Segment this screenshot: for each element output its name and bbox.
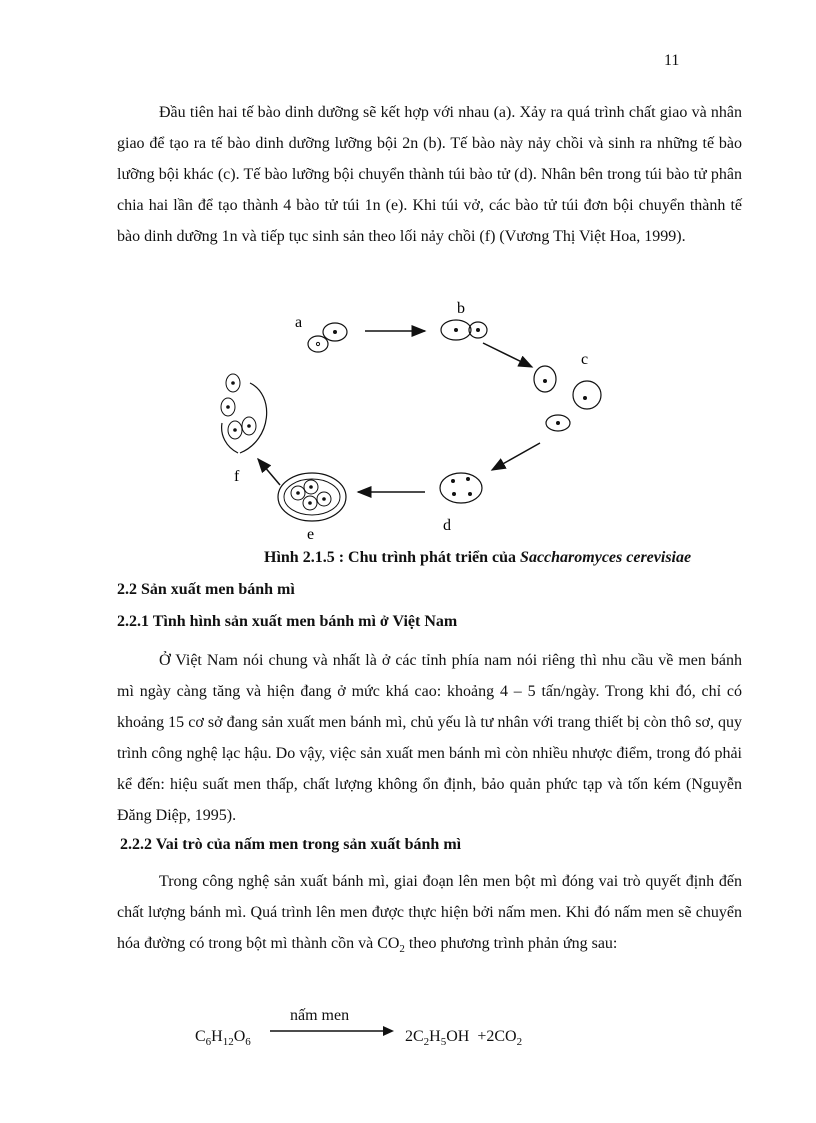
stage-e-ascus-with-spores	[278, 473, 346, 521]
caption-prefix: Hình 2.1.5 : Chu trình phát triển của	[264, 549, 521, 566]
page-number: 11	[664, 52, 680, 69]
arrow-e-to-f	[258, 459, 280, 485]
paragraph-2-2-2-tail: theo phương trình phản ứng sau:	[404, 935, 618, 952]
reactant-formula: $C_6H_{12}O_6$	[195, 1028, 251, 1049]
catalyst-label: nấm men	[290, 1007, 350, 1024]
label-b: b	[457, 300, 465, 317]
label-d: d	[443, 517, 451, 534]
caption-species: Saccharomyces cerevisiae	[520, 549, 692, 566]
stage-c-cells	[534, 366, 601, 431]
product-formula: $2C_2H_5OH +2CO_2$	[405, 1028, 523, 1049]
paragraph-2-2-1-text: Ở Việt Nam nói chung và nhất là ở các tỉnh phía nam nói riêng thì nhu cầu về men bánh mì ngày càng tăng và hiện đang ở mức khá cao: khoảng 4 – 5 tấn/ngày. Trong khi đó, chỉ có khoảng 15 cơ sở đang sản xuất men bánh mì, chủ yếu là tư nhân với trang thiết bị còn thô sơ, quy trình công nghệ lạc hậu. Do vậy, việc sản xuất men bánh mì còn nhiều nhược điểm, trong đó phải kể đến: hiệu suất men thấp, chất lượng không ổn định, bảo quản phức tạp và tốn kém (Nguyễn Đăng Diệp, 1995).	[117, 652, 742, 824]
label-a: a	[295, 314, 303, 331]
paragraph-2-2-2-text: Trong công nghệ sản xuất bánh mì, giai đoạn lên men bột mì đóng vai trò quyết định đến chất lượng bánh mì. Quá trình lên men được thực hiện bởi nấm men. Khi đó nấm men sẽ chuyển hóa đường có trong bột mì thành cồn và CO	[117, 873, 742, 952]
stage-b-cell	[441, 320, 487, 340]
arrow-c-to-d	[492, 443, 540, 470]
section-heading-2-2: 2.2 Sản xuất men bánh mì	[117, 581, 295, 598]
paragraph-2-2-1	[117, 645, 742, 831]
section-heading-2-2-2: 2.2.2 Vai trò của nấm men trong sản xuất bánh mì	[120, 836, 462, 853]
fermentation-equation	[195, 1005, 555, 1050]
label-f: f	[234, 468, 240, 485]
yeast-life-cycle-diagram	[200, 295, 620, 550]
intro-paragraph-text: Đầu tiên hai tế bào dinh dưỡng sẽ kết hợp với nhau (a). Xảy ra quá trình chất giao và nhân giao để tạo ra tế bào dinh dưỡng lưỡng bội 2n (b). Tế bào này nảy chồi và sinh ra những tế bào lưỡng bội khác (c). Tế bào lưỡng bội chuyển thành túi bào tử (d). Nhân bên trong túi bào tử phân chia hai lần để tạo thành 4 bào tử túi 1n (e). Khi túi vở, các bào tử túi đơn bội chuyển thành tế bào dinh dưỡng 1n và tiếp tục sinh sản theo lối nảy chồi (f) (Vương Thị Việt Hoa, 1999).	[117, 104, 742, 245]
paragraph-2-2-2	[117, 866, 742, 965]
intro-paragraph	[117, 97, 742, 252]
stage-d-ascus	[440, 473, 482, 503]
stage-f-budding-cells	[221, 374, 267, 453]
label-c: c	[581, 351, 589, 368]
section-heading-2-2-1: 2.2.1 Tình hình sản xuất men bánh mì ở Việt Nam	[117, 613, 458, 630]
arrow-b-to-c	[483, 343, 532, 367]
co2-subscript: 2	[399, 943, 405, 956]
reaction-arrow	[270, 1025, 395, 1037]
label-e: e	[307, 526, 315, 543]
figure-caption	[264, 549, 691, 567]
stage-a-cells	[308, 323, 347, 352]
